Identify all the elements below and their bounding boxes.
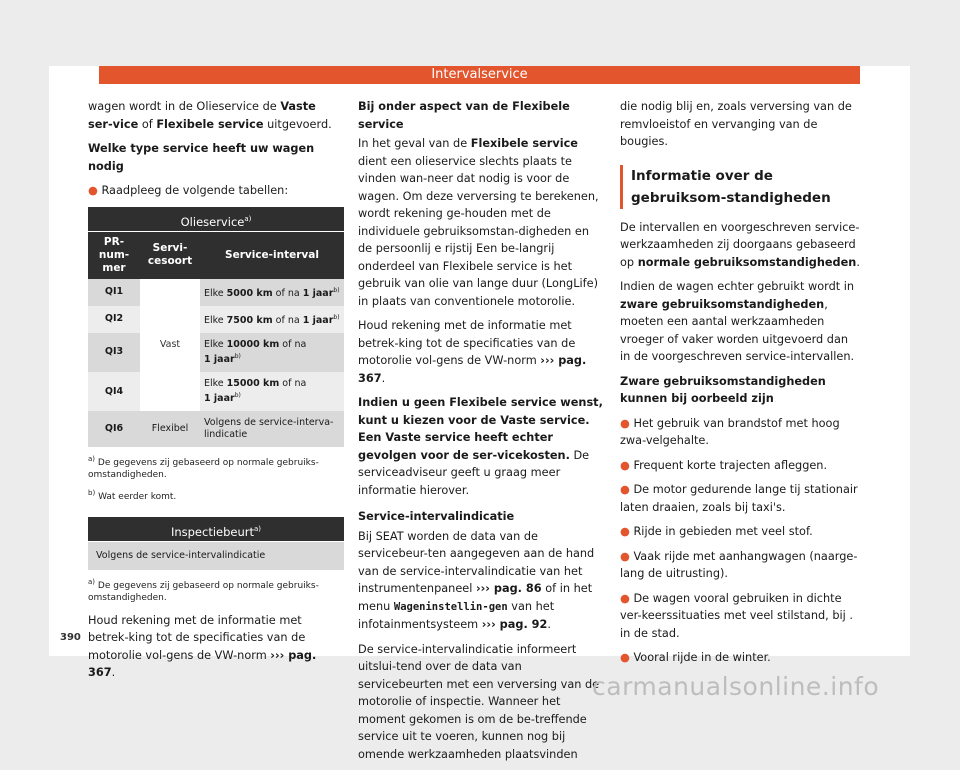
paragraph: De intervallen en voorgeschreven service-werkzaamheden zij doorgaans gebaseerd op normale gebruiksomstandigheden. — [620, 220, 860, 269]
oil-table-title: Olieservice$^{a)}$ — [88, 207, 344, 231]
inspection-table-row: Volgens de service-intervalindicatie — [88, 541, 344, 570]
col-header-type: Servi-cesoort — [140, 231, 200, 279]
info-heading: Informatie over de gebruiksom-standigheden — [620, 165, 860, 209]
menu-name: Wageninstellin-gen — [393, 600, 508, 613]
column-1 — [88, 98, 344, 689]
oil-service-table — [88, 231, 344, 448]
outro-paragraph: Houd rekening met de informatie met betrek-king tot de specificaties van de motorolie vol-gens de VW-norm ››› pag. 367. — [88, 613, 317, 680]
bullet-icon: ● — [620, 416, 630, 430]
table-row: QI3 Elke 10000 km of na 1 jaar$^{b)}$ — [88, 333, 344, 372]
page-link[interactable]: ››› pag. 367 — [88, 648, 317, 680]
footnote-b: $^{b)}$ Wat eerder komt. — [88, 489, 177, 503]
paragraph: In het geval van de Flexibele service dient een olieservice slechts plaats te vinden wan-neer dat nodig is voor de wagen. Om deze verversing te berekenen, wordt rekening ge-houden met de individuele gebruiksomstan-digheden en de persoonlij e rijstij Een be-langrij onderdeel van Flexibele service is het gebruik van olie van lange duur (LongLife) in plaats van conventionele motorolie. — [358, 137, 599, 308]
intro-paragraph: wagen wordt in de Olieservice de Vaste ser-vice of Flexibele service uitgevoerd. — [88, 100, 332, 131]
page-link[interactable]: ››› pag. 367 — [358, 354, 587, 385]
question-heading: Welke type service heeft uw wagen nodig — [88, 142, 315, 173]
subheading-flex: Bij onder aspect van de Flexibele service — [358, 100, 570, 131]
bullet-icon: ● — [620, 549, 630, 563]
watermark: carmanualsonline.info — [592, 672, 880, 701]
page-link[interactable]: ››› pag. 92 — [481, 618, 548, 631]
paragraph: Indien de wagen echter gebruikt wordt in zware gebruiksomstandigheden, moeten een aantal werkzaamheden vroeger of vaker worden uitgevoerd dan in de voorgeschreven service-intervallen. — [620, 280, 855, 363]
bullet-item: ● Raadpleeg de volgende tabellen: — [88, 184, 289, 197]
list-item: ● De wagen vooral gebruiken in dichte ver-keerssituaties met veel stilstand, bij . in de stad. — [620, 591, 853, 640]
section-header: Intervalservice — [99, 66, 860, 84]
table-row: QI2 Elke 7500 km of na 1 jaar$^{b)}$ — [88, 306, 344, 333]
list-item: ● Vaak rijde met aanhangwagen (naarge-lang de uitrusting). — [620, 549, 858, 580]
table-row: QI6 Flexibel Volgens de service-interva-lindicatie — [88, 411, 344, 447]
service-type-cell: Vast — [140, 279, 200, 412]
footnote-a: $^{a)}$ De gegevens zij gebaseerd op normale gebruiks-omstandigheden. — [88, 455, 319, 481]
col-header-interval: Service-interval — [200, 231, 344, 279]
page-number: 390 — [60, 632, 81, 643]
bullet-icon: ● — [620, 483, 630, 496]
subheading-indicator: Service-intervalindicatie — [358, 510, 515, 523]
list-item: ● Rijde in gebieden met veel stof. — [620, 525, 813, 538]
bullet-icon: ● — [620, 525, 630, 538]
paragraph: Bij SEAT worden de data van de servicebeur-ten aangegeven aan de hand van de service-intervalindicatie van het instrumentenpaneel ››› pag. 86 of in het menu Wageninstellin-gen van het infotainmentsysteem ››› pag. 92. — [358, 529, 595, 631]
list-item: ● Het gebruik van brandstof met hoog zwa-velgehalte. — [620, 416, 840, 447]
column-2 — [358, 98, 604, 770]
paragraph: die nodig blij en, zoals verversing van de remvloeistof en vervanging van de bougies. — [620, 100, 852, 148]
subheading-heavy: Zware gebruiksomstandigheden kunnen bij oorbeeld zijn — [620, 374, 826, 405]
column-3 — [620, 98, 860, 674]
inspection-table-title: Inspectiebeurt$^{a)}$ — [88, 517, 344, 541]
table-row: QI4 Elke 15000 km of na 1 jaar$^{b)}$ — [88, 372, 344, 411]
list-item: ● Vooral rijde in de winter. — [620, 651, 771, 664]
bullet-icon: ● — [620, 458, 630, 472]
bullet-icon: ● — [620, 651, 630, 664]
page-link[interactable]: ››› pag. 86 — [475, 582, 542, 595]
paragraph: Indien u geen Flexibele service wenst, kunt u kiezen voor de Vaste service. Een Vaste service heeft echter gevolgen voor de ser-vicekosten. De serviceadviseur geeft u graag meer informatie hierover. — [358, 396, 603, 497]
paragraph: Houd rekening met de informatie met betrek-king tot de specificaties van de motorolie vol-gens de VW-norm ››› pag. 367. — [358, 319, 587, 385]
table-row: QI1 Vast Elke 5000 km of na 1 jaar$^{b)}$ — [88, 279, 344, 306]
list-item: ● De motor gedurende lange tij stationair laten draaien, zoals bij taxi's. — [620, 483, 858, 514]
bullet-icon: ● — [620, 591, 630, 605]
bullet-icon: ● — [88, 184, 98, 197]
list-item: ● Frequent korte trajecten afleggen. — [620, 458, 828, 472]
footnote-a2: $^{a)}$ De gegevens zij gebaseerd op normale gebruiks-omstandigheden. — [88, 577, 319, 603]
paragraph: De service-intervalindicatie informeert uitslui-tend over de data van servicebeurten met een verversing van de motorolie of inspectie. Wanneer het moment gekomen is om de be-treffende service uit te voeren, kunnen nog bij omende werkzaamheden plaatsvinden — [358, 642, 600, 761]
col-header-pr: PR-num-mer — [88, 231, 140, 279]
